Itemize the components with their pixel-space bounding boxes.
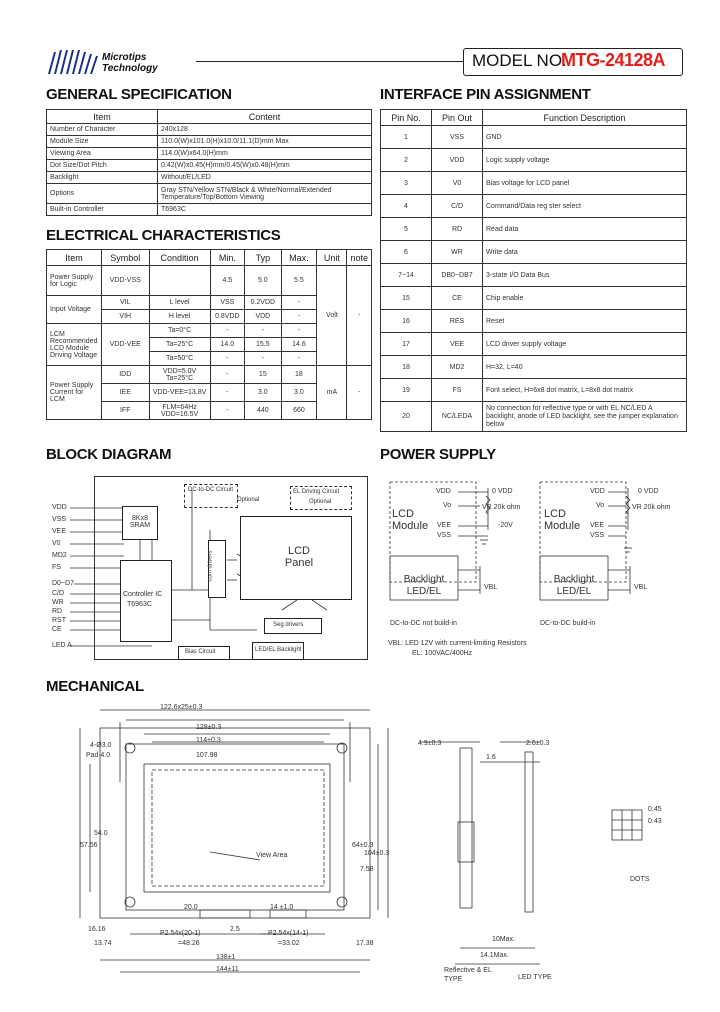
elec-h-typ: Typ bbox=[245, 250, 281, 266]
sig-ce: CE bbox=[52, 626, 62, 633]
elec-unit-ma: mA bbox=[317, 366, 347, 420]
general-item: Module Size bbox=[47, 136, 158, 148]
dim-top-outer: 122.6x25±0.3 bbox=[160, 704, 203, 711]
elec-max: 3.0 bbox=[281, 384, 317, 402]
company-name-1: Microtips bbox=[102, 52, 147, 63]
backlight-label: LED/EL Backlight bbox=[255, 647, 302, 653]
elec-note: - bbox=[347, 366, 372, 420]
pin-desc: Read data bbox=[483, 218, 687, 241]
com-drivers-box bbox=[208, 540, 226, 598]
dim-16: 1.6 bbox=[486, 754, 496, 761]
pin-no: 19 bbox=[381, 379, 432, 402]
elec-typ: 440 bbox=[245, 402, 281, 420]
ps-r-vo: Vo bbox=[596, 502, 605, 509]
ps-l-vo: Vo bbox=[443, 502, 452, 509]
elec-symbol: VDD-VSS bbox=[101, 266, 149, 296]
dim-pad: Pad 4.0 bbox=[86, 752, 111, 759]
pin-out: RD bbox=[432, 218, 483, 241]
sig-vss: VSS bbox=[52, 516, 67, 523]
general-content: 114.0(W)x64.0(H)mm bbox=[158, 148, 372, 160]
pin-desc: LCD driver supply voltage bbox=[483, 333, 687, 356]
dim-5756: 57.56 bbox=[80, 842, 98, 849]
dim-10max: 10Max. bbox=[492, 936, 515, 943]
dim-114: 114±0.3 bbox=[196, 737, 221, 744]
pin-no: 4 bbox=[381, 195, 432, 218]
pin-no: 2 bbox=[381, 149, 432, 172]
pin-no: 15 bbox=[381, 287, 432, 310]
elec-note: - bbox=[347, 266, 372, 366]
ps-l-vss: VSS bbox=[437, 532, 452, 539]
lcd-panel-label: LCD Panel bbox=[284, 545, 314, 569]
elec-condition: H level bbox=[149, 310, 210, 324]
general-item: Viewing Area bbox=[47, 148, 158, 160]
power-supply-title: POWER SUPPLY bbox=[380, 446, 496, 463]
sig-vdd: VDD bbox=[52, 504, 67, 511]
ps-l-backlight: Backlight LED/EL bbox=[403, 574, 445, 597]
sig-v0: V0 bbox=[52, 540, 61, 547]
elec-symbol: VIH bbox=[101, 310, 149, 324]
elec-h-symbol: Symbol bbox=[101, 250, 149, 266]
ram-box bbox=[122, 506, 158, 540]
dcdc-label: DC-to-DC Circuit bbox=[188, 487, 233, 493]
elec-typ: 3.0 bbox=[245, 384, 281, 402]
view-area-label: View Area bbox=[256, 852, 288, 859]
interface-title: INTERFACE PIN ASSIGNMENT bbox=[380, 86, 591, 103]
dim-128: 128±0.3 bbox=[196, 724, 222, 731]
ps-r-vss: VSS bbox=[590, 532, 605, 539]
elec-condition: VDD-VEE=13.8V bbox=[149, 384, 210, 402]
ps-l-vdd: VDD bbox=[436, 488, 451, 495]
model-number-box bbox=[463, 48, 683, 76]
logo-stripes-icon bbox=[46, 46, 104, 76]
pin-h-out: Pin Out bbox=[432, 110, 483, 126]
bias-circuit-box bbox=[178, 646, 230, 660]
elec-item: Power Supply for Logic bbox=[47, 266, 102, 296]
mechanical-title: MECHANICAL bbox=[46, 678, 144, 695]
dim-14: 14 ±1.0 bbox=[270, 904, 294, 911]
pin-desc: Reset bbox=[483, 310, 687, 333]
ps-l-vee: VEE bbox=[437, 522, 452, 529]
elec-typ: 15 bbox=[245, 366, 281, 384]
dim-1738: 17.38 bbox=[356, 940, 374, 947]
power-supply-wiring bbox=[380, 470, 700, 660]
controller-chip: T6963C bbox=[127, 601, 152, 608]
sig-rd: RD bbox=[52, 608, 63, 615]
pin-no: 3 bbox=[381, 172, 432, 195]
dim-045: 0.45 bbox=[648, 806, 662, 813]
elec-typ: 5.0 bbox=[245, 266, 281, 296]
pin-no: 1 bbox=[381, 126, 432, 149]
dim-25: 2.5 bbox=[230, 926, 240, 933]
elec-condition: L level bbox=[149, 296, 210, 310]
lcd-panel-box bbox=[240, 516, 352, 600]
ps-r-backlight: Backlight LED/EL bbox=[553, 574, 595, 597]
reflective-el-label: Reflective & EL TYPE bbox=[444, 967, 492, 983]
elec-item: Power Supply Current for LCM bbox=[47, 366, 102, 420]
elec-max: - bbox=[281, 296, 317, 310]
sig-wr: WR bbox=[52, 599, 64, 606]
bias-label: Bias Circuit bbox=[185, 649, 216, 655]
general-item: Built-in Controller bbox=[47, 204, 158, 216]
elec-max: 5.5 bbox=[281, 266, 317, 296]
dim-758: 7.58 bbox=[360, 866, 374, 873]
elec-h-note: note bbox=[347, 250, 372, 266]
elec-h-condition: Condition bbox=[149, 250, 210, 266]
ps-r-vee: VEE bbox=[590, 522, 605, 529]
dim-64: 64±0.3 bbox=[352, 842, 374, 849]
pin-no: 20 bbox=[381, 402, 432, 432]
dim-54: 54.0 bbox=[94, 830, 108, 837]
pin-out: VEE bbox=[432, 333, 483, 356]
pin-h-desc: Function Description bbox=[483, 110, 687, 126]
elec-h-max: Max. bbox=[281, 250, 317, 266]
dim-p254-14: P2.54x(14-1) bbox=[268, 930, 309, 937]
elec-typ: 15.5 bbox=[245, 338, 281, 352]
ps-l-ovdd: 0 VDD bbox=[492, 488, 513, 495]
dim-144: 144±11 bbox=[216, 966, 239, 973]
elec-min: - bbox=[210, 402, 245, 420]
elec-min: - bbox=[210, 352, 245, 366]
elec-h-item: Item bbox=[47, 250, 102, 266]
dim-107: 107.98 bbox=[196, 752, 218, 759]
pin-out: RES bbox=[432, 310, 483, 333]
general-header-item: Item bbox=[47, 110, 158, 124]
pin-out: MD2 bbox=[432, 356, 483, 379]
elec-symbol: IFF bbox=[101, 402, 149, 420]
ps-r-ovdd: 0 VDD bbox=[638, 488, 659, 495]
ps-l-module: LCD Module bbox=[392, 508, 429, 532]
com-drivers-label: com drivers bbox=[207, 550, 214, 582]
pin-out: FS bbox=[432, 379, 483, 402]
dim-3302: =33.02 bbox=[278, 940, 300, 947]
general-content: 240x128 bbox=[158, 124, 372, 136]
general-content: 0.42(W)x0.45(H)mm/0.45(W)x0.48(H)mm bbox=[158, 160, 372, 172]
pin-desc: Logic supply voltage bbox=[483, 149, 687, 172]
dcdc-box bbox=[184, 484, 260, 508]
pin-out: VDD bbox=[432, 149, 483, 172]
ps-note-vbl: VBL: LED 12V with current-limiting Resistors bbox=[388, 640, 527, 647]
dim-104: 104±0.3 bbox=[364, 850, 390, 857]
elec-condition bbox=[149, 266, 210, 296]
ps-r-r: VR 20k ohm bbox=[632, 504, 671, 511]
dim-043: 0.43 bbox=[648, 818, 662, 825]
sig-vee: VEE bbox=[52, 528, 67, 535]
elec-symbol: VIL bbox=[101, 296, 149, 310]
elec-max: 660 bbox=[281, 402, 317, 420]
elec-min: VSS bbox=[210, 296, 245, 310]
controller-label: Controller IC bbox=[123, 591, 163, 598]
pin-desc: Bias voltage for LCD panel bbox=[483, 172, 687, 195]
model-label: MODEL NO. bbox=[472, 51, 567, 70]
elec-condition: FLM=64Hz VDD=16.5V bbox=[149, 402, 210, 420]
dots-label: DOTS bbox=[630, 876, 650, 883]
seg-drivers-label: Seg drivers bbox=[273, 622, 304, 628]
pin-desc: Write data bbox=[483, 241, 687, 264]
pin-no: 6 bbox=[381, 241, 432, 264]
general-content: Without/EL/LED bbox=[158, 172, 372, 184]
model-number: MTG-24128A bbox=[561, 50, 666, 70]
pin-no: 17 bbox=[381, 333, 432, 356]
general-item: Backlight bbox=[47, 172, 158, 184]
dim-side-49: 4.9±0.3 bbox=[418, 740, 442, 747]
sig-d0d7: D0~D7 bbox=[52, 580, 74, 587]
ps-l-neg: -20V bbox=[498, 522, 513, 529]
elec-item: LCM Recommended LCD Module Driving Voltage bbox=[47, 324, 102, 366]
backlight-box bbox=[252, 642, 304, 660]
elec-min: 4.5 bbox=[210, 266, 245, 296]
elec-condition: Ta=0°C bbox=[149, 324, 210, 338]
interface-table bbox=[380, 109, 687, 432]
pin-out: V0 bbox=[432, 172, 483, 195]
general-spec-title: GENERAL SPECIFICATION bbox=[46, 86, 232, 103]
sig-cd: C/D bbox=[52, 590, 65, 597]
ps-l-r: VR 20k ohm bbox=[482, 504, 521, 511]
seg-drivers-box bbox=[264, 618, 322, 634]
elec-h-unit: Unit bbox=[317, 250, 347, 266]
sig-fs: FS bbox=[52, 564, 61, 571]
general-content: T6963C bbox=[158, 204, 372, 216]
elec-h-min: Min. bbox=[210, 250, 245, 266]
dim-141max: 14.1Max. bbox=[480, 952, 509, 959]
ps-l-vbl: VBL bbox=[484, 584, 498, 591]
pin-h-no: Pin No. bbox=[381, 110, 432, 126]
elec-symbol: VDD-VEE bbox=[101, 324, 149, 366]
company-name-2: Technology bbox=[102, 63, 158, 74]
elec-typ: VDD bbox=[245, 310, 281, 324]
elec-max: 14.6 bbox=[281, 338, 317, 352]
elec-typ: 0.2VDD bbox=[245, 296, 281, 310]
general-content: 110.0(W)x101.0(H)x10.0/11.1(D)mm Max bbox=[158, 136, 372, 148]
pin-no: 18 bbox=[381, 356, 432, 379]
elec-condition: Ta=50°C bbox=[149, 352, 210, 366]
pin-no: 16 bbox=[381, 310, 432, 333]
pin-no: 5 bbox=[381, 218, 432, 241]
block-diagram-title: BLOCK DIAGRAM bbox=[46, 446, 172, 463]
elec-typ: - bbox=[245, 324, 281, 338]
pin-desc: GND bbox=[483, 126, 687, 149]
ps-l-note: DC-to-DC not build-in bbox=[390, 620, 457, 627]
elec-symbol: IEE bbox=[101, 384, 149, 402]
dim-hole: 4-Ø3.0 bbox=[90, 742, 112, 749]
led-type-label: LED TYPE bbox=[518, 974, 552, 981]
elec-typ: - bbox=[245, 352, 281, 366]
ps-r-note: DC-to-DC build-in bbox=[540, 620, 596, 627]
ps-r-vbl: VBL bbox=[634, 584, 648, 591]
general-spec-table bbox=[46, 109, 372, 216]
pin-out: WR bbox=[432, 241, 483, 264]
elec-unit-volt: Volt bbox=[317, 266, 347, 366]
electrical-title: ELECTRICAL CHARACTERISTICS bbox=[46, 227, 281, 244]
dim-1616: 16.16 bbox=[88, 926, 106, 933]
el-label: EL Driving Circuit bbox=[293, 489, 340, 495]
elec-max: 18 bbox=[281, 366, 317, 384]
controller-box bbox=[120, 560, 172, 642]
pin-desc: H=32, L=40 bbox=[483, 356, 687, 379]
pin-desc: Chip enable bbox=[483, 287, 687, 310]
pin-no: 7~14 bbox=[381, 264, 432, 287]
ram-label: 8Kx8 SRAM bbox=[129, 515, 151, 529]
elec-min: - bbox=[210, 384, 245, 402]
dim-20: 20.0 bbox=[184, 904, 198, 911]
elec-max: - bbox=[281, 324, 317, 338]
general-item: Options bbox=[47, 184, 158, 204]
pin-out: DB0~DB7 bbox=[432, 264, 483, 287]
dcdc-opt: Optional bbox=[237, 497, 260, 503]
sig-rst: RST bbox=[52, 617, 66, 624]
elec-min: - bbox=[210, 324, 245, 338]
elec-min: - bbox=[210, 366, 245, 384]
pin-desc: Command/Data reg ster select bbox=[483, 195, 687, 218]
sig-leda: LED A bbox=[52, 642, 72, 649]
dim-138: 138±1 bbox=[216, 954, 236, 961]
pin-out: VSS bbox=[432, 126, 483, 149]
pin-desc: Font select, H=6x8 dot matrix, L=8x8 dot matrix bbox=[483, 379, 687, 402]
block-diagram bbox=[52, 470, 370, 662]
pin-desc: 3-state I/O Data Bus bbox=[483, 264, 687, 287]
elec-item: Input Voltage bbox=[47, 296, 102, 324]
ps-note-el: EL: 100VAC/400Hz bbox=[412, 650, 473, 657]
elec-max: - bbox=[281, 310, 317, 324]
elec-symbol: IDD bbox=[101, 366, 149, 384]
elec-condition: VDD=5.0V Ta=25°C bbox=[149, 366, 210, 384]
elec-max: - bbox=[281, 352, 317, 366]
elec-condition: Ta=25°C bbox=[149, 338, 210, 352]
header-rule bbox=[196, 61, 463, 62]
elec-min: 14.0 bbox=[210, 338, 245, 352]
general-item: Dot Size/Dot Pitch bbox=[47, 160, 158, 172]
general-item: Number of Character bbox=[47, 124, 158, 136]
pin-out: C/D bbox=[432, 195, 483, 218]
pin-out: NC/LEDA bbox=[432, 402, 483, 432]
elec-min: 0.8VDD bbox=[210, 310, 245, 324]
dim-4826: =48.26 bbox=[178, 940, 200, 947]
dim-26: 2.6±0.3 bbox=[526, 740, 550, 747]
ps-r-vdd: VDD bbox=[590, 488, 605, 495]
ps-r-module: LCD Module bbox=[544, 508, 581, 532]
company-logo bbox=[46, 46, 196, 78]
pin-out: CE bbox=[432, 287, 483, 310]
el-opt: Optional bbox=[309, 499, 332, 505]
dim-1374: 13.74 bbox=[94, 940, 112, 947]
dim-p254-20: P2.54x(20-1) bbox=[160, 930, 201, 937]
general-content: Gray STN/Yellow STN/Black & White/Normal/Extended Temperature/Top/Bottom Viewing bbox=[158, 184, 372, 204]
el-driver-box bbox=[290, 486, 352, 510]
sig-md2: MD2 bbox=[52, 552, 67, 559]
pin-desc: No connection for reflective type or with EL NC/LED A backlight, anode of LED backlight, see the jumper explanation below bbox=[483, 402, 687, 432]
general-header-content: Content bbox=[158, 110, 372, 124]
electrical-table bbox=[46, 249, 372, 420]
